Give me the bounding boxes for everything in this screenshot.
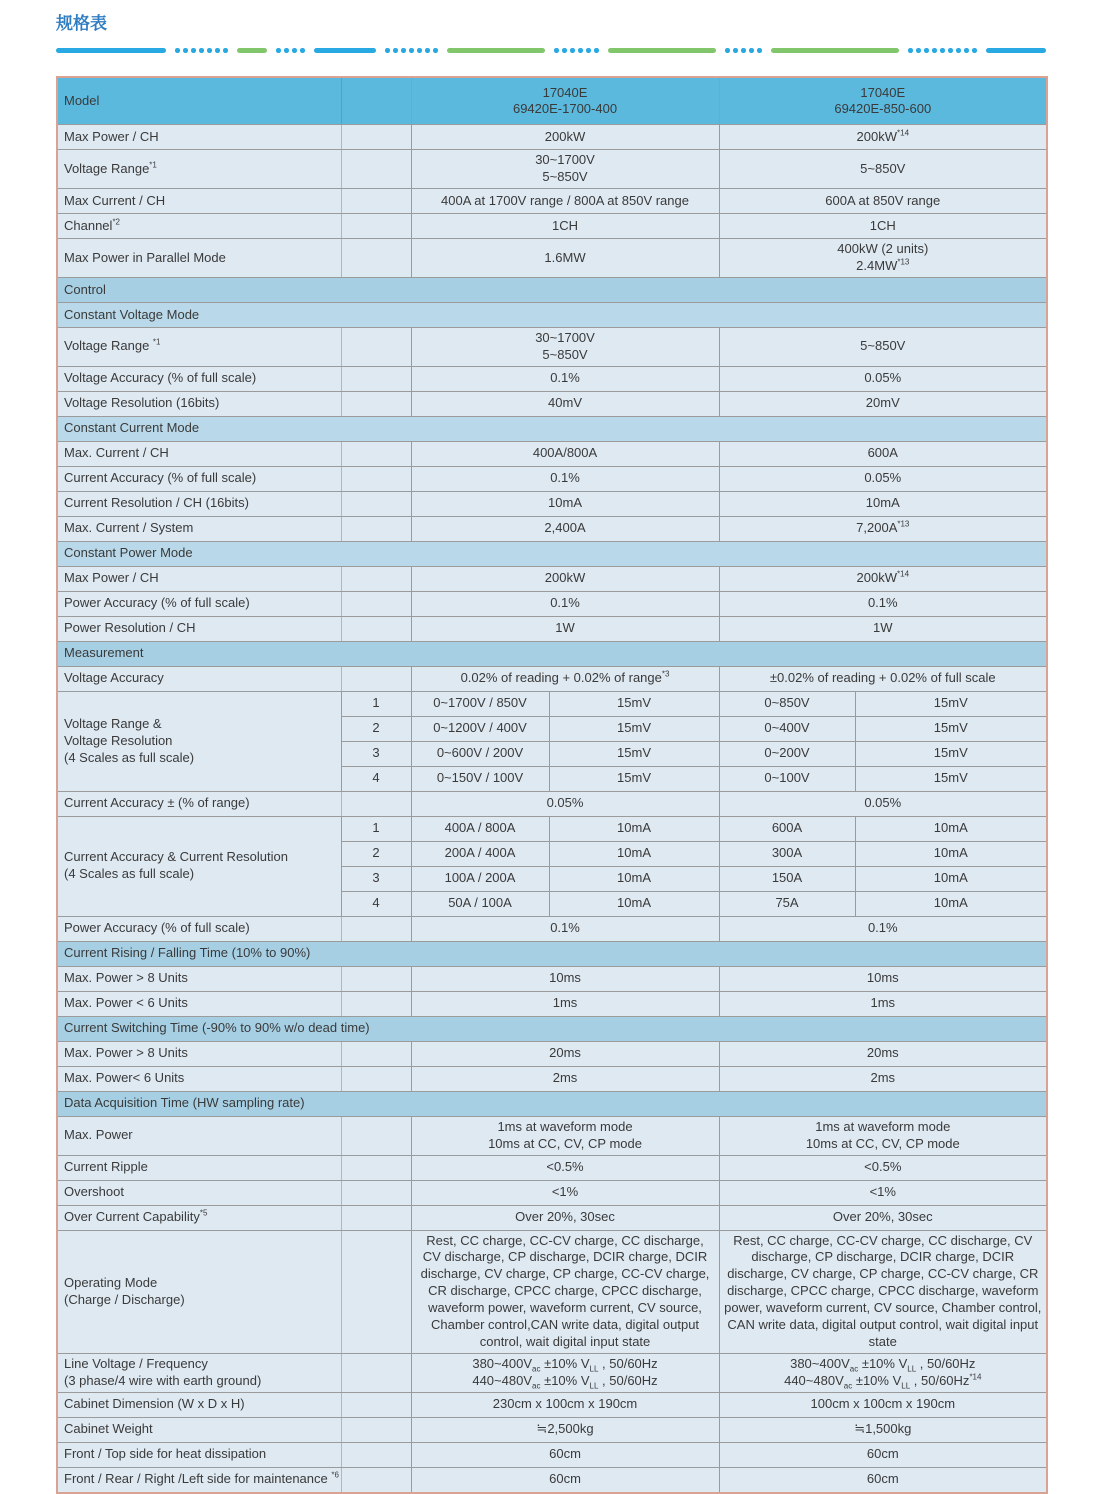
spec-row — [57, 1155, 1047, 1180]
scale-resolution-cell-col2: 10mA — [855, 816, 1047, 841]
scale-resolution-cell-col1: 15mV — [549, 766, 719, 791]
scale-resolution-cell-col2: 10mA — [855, 866, 1047, 891]
divider-dots — [276, 48, 305, 53]
scale-range-cell-col1: 50A / 100A — [411, 891, 549, 916]
scale-index-cell: 4 — [341, 766, 411, 791]
divider-dot — [594, 48, 599, 53]
spec-row — [57, 125, 1047, 150]
divider-dot — [417, 48, 422, 53]
divider-dots — [908, 48, 977, 53]
spec-row — [57, 791, 1047, 816]
spec-value-cell-col2: 0.1% — [719, 591, 1047, 616]
spec-label-cell: Cabinet Weight — [57, 1417, 411, 1442]
scale-range-cell-col2: 150A — [719, 866, 855, 891]
subsection-header-cell: Constant Current Mode — [57, 416, 1047, 441]
spec-label-cell: Voltage Range $^{*1}$ — [57, 327, 411, 366]
spec-row — [57, 391, 1047, 416]
divider-dot — [948, 48, 953, 53]
spec-value-cell-col1: 30~1700V 5~850V — [411, 150, 719, 189]
spec-value-cell-col2: 60cm — [719, 1442, 1047, 1467]
page-title: 规格表 — [56, 14, 107, 33]
divider-dots — [385, 48, 438, 53]
spec-value-cell-col1: 60cm — [411, 1442, 719, 1467]
spec-row — [57, 666, 1047, 691]
divider-dot — [932, 48, 937, 53]
spec-row — [57, 591, 1047, 616]
divider-dot — [964, 48, 969, 53]
spec-row — [57, 1116, 1047, 1155]
spec-value-cell-col1: 1.6MW — [411, 239, 719, 278]
divider-dot — [175, 48, 180, 53]
spec-value-cell-col1: 2ms — [411, 1066, 719, 1091]
spec-value-cell-col1: 30~1700V 5~850V — [411, 327, 719, 366]
scale-resolution-cell-col1: 15mV — [549, 691, 719, 716]
spec-value-cell-col2: 600A — [719, 441, 1047, 466]
divider-bar — [608, 48, 716, 53]
scale-range-cell-col1: 0~600V / 200V — [411, 741, 549, 766]
section-header-cell: Measurement — [57, 641, 1047, 666]
scale-range-cell-col2: 300A — [719, 841, 855, 866]
divider-dot — [908, 48, 913, 53]
spec-row — [57, 466, 1047, 491]
divider-bar — [56, 48, 166, 53]
spec-row — [57, 1467, 1047, 1493]
divider-dot — [586, 48, 591, 53]
spec-label-cell: Power Resolution / CH — [57, 616, 411, 641]
divider-dot — [433, 48, 438, 53]
scale-resolution-cell-col1: 15mV — [549, 716, 719, 741]
divider-dot — [725, 48, 730, 53]
scale-index-cell: 1 — [341, 816, 411, 841]
spec-value-cell-col2: 1ms at waveform mode 10ms at CC, CV, CP mode — [719, 1116, 1047, 1155]
scale-index-cell: 2 — [341, 716, 411, 741]
model-label-cell: Model — [57, 77, 411, 125]
spec-value-cell-col1: 0.02% of reading + 0.02% of range$^{*3}$ — [411, 666, 719, 691]
spec-label-cell: Over Current Capability$^{*5}$ — [57, 1205, 411, 1230]
scale-range-cell-col1: 400A / 800A — [411, 816, 549, 841]
spec-value-cell-col2: 5~850V — [719, 150, 1047, 189]
spec-row — [57, 966, 1047, 991]
section-header-row — [57, 941, 1047, 966]
scale-resolution-cell-col2: 15mV — [855, 716, 1047, 741]
section-header-row — [57, 1091, 1047, 1116]
divider-dot — [741, 48, 746, 53]
spec-row — [57, 189, 1047, 214]
divider-dot — [554, 48, 559, 53]
spec-value-cell-col1: 10mA — [411, 491, 719, 516]
scale-row — [57, 816, 1047, 841]
spec-label-cell: Voltage Accuracy (% of full scale) — [57, 366, 411, 391]
spec-label-cell: Current Accuracy (% of full scale) — [57, 466, 411, 491]
divider-dot — [409, 48, 414, 53]
spec-row — [57, 441, 1047, 466]
spec-row — [57, 366, 1047, 391]
scale-range-cell-col1: 200A / 400A — [411, 841, 549, 866]
spec-label-cell: Current Resolution / CH (16bits) — [57, 491, 411, 516]
divider-bar — [237, 48, 267, 53]
section-header-cell: Data Acquisition Time (HW sampling rate) — [57, 1091, 1047, 1116]
spec-value-cell-col1: 400A/800A — [411, 441, 719, 466]
section-header-row — [57, 277, 1047, 302]
spec-value-cell-col2: 10ms — [719, 966, 1047, 991]
divider-dot — [916, 48, 921, 53]
divider-dot — [924, 48, 929, 53]
spec-value-cell-col1: 60cm — [411, 1467, 719, 1493]
scale-row — [57, 691, 1047, 716]
spec-page — [56, 14, 1046, 1494]
subsection-header-row — [57, 416, 1047, 441]
spec-label-cell: Current Ripple — [57, 1155, 411, 1180]
spec-value-cell-col2: <1% — [719, 1180, 1047, 1205]
model-header-row — [57, 77, 1047, 125]
divider-dot — [940, 48, 945, 53]
spec-table — [56, 76, 1048, 1493]
spec-row — [57, 516, 1047, 541]
spec-value-cell-col1: 400A at 1700V range / 800A at 850V range — [411, 189, 719, 214]
spec-value-cell-col2: 100cm x 100cm x 190cm — [719, 1392, 1047, 1417]
spec-value-cell-col1: Over 20%, 30sec — [411, 1205, 719, 1230]
spec-value-cell-col2: 2ms — [719, 1066, 1047, 1091]
spec-value-cell-col2: 600A at 850V range — [719, 189, 1047, 214]
decorative-divider — [56, 47, 1046, 53]
spec-value-cell-col2: 5~850V — [719, 327, 1047, 366]
scale-range-cell-col2: 0~850V — [719, 691, 855, 716]
spec-row — [57, 916, 1047, 941]
spec-value-cell-col1: 0.1% — [411, 591, 719, 616]
divider-dot — [223, 48, 228, 53]
spec-label-cell: Overshoot — [57, 1180, 411, 1205]
divider-dot — [972, 48, 977, 53]
scale-range-cell-col2: 75A — [719, 891, 855, 916]
spec-row — [57, 1066, 1047, 1091]
divider-dot — [393, 48, 398, 53]
spec-row — [57, 214, 1047, 239]
divider-dot — [300, 48, 305, 53]
scale-range-cell-col1: 100A / 200A — [411, 866, 549, 891]
scale-range-cell-col1: 0~1200V / 400V — [411, 716, 549, 741]
spec-table-body — [57, 77, 1047, 1492]
spec-label-cell: Max Power / CH — [57, 566, 411, 591]
divider-dot — [425, 48, 430, 53]
divider-dot — [757, 48, 762, 53]
divider-dot — [199, 48, 204, 53]
spec-value-cell-col2: 1ms — [719, 991, 1047, 1016]
spec-row — [57, 1353, 1047, 1392]
scale-range-cell-col1: 0~150V / 100V — [411, 766, 549, 791]
spec-row — [57, 1392, 1047, 1417]
spec-label-cell: Power Accuracy (% of full scale) — [57, 591, 411, 616]
spec-label-cell: Max Current / CH — [57, 189, 411, 214]
divider-dot — [578, 48, 583, 53]
divider-dot — [733, 48, 738, 53]
spec-label-cell: Current Accuracy & Current Resolution (4 Scales as full scale) — [57, 816, 341, 916]
divider-dot — [749, 48, 754, 53]
spec-value-cell-col1: ≒2,500kg — [411, 1417, 719, 1442]
divider-dot — [284, 48, 289, 53]
subsection-header-row — [57, 541, 1047, 566]
divider-dot — [215, 48, 220, 53]
spec-value-cell-col2: 0.05% — [719, 791, 1047, 816]
section-header-cell: Current Rising / Falling Time (10% to 90%) — [57, 941, 1047, 966]
spec-value-cell-col1: Rest, CC charge, CC-CV charge, CC discharge, CV discharge, CP discharge, DCIR charge, DCIR discharge, CV charge, CP charge, CC-CV charge, CR discharge, CPCC charge, CPCC discharge, waveform power, waveform current, CV source, Chamber control,CAN write data, digital output control, wait digital input state — [411, 1230, 719, 1353]
spec-value-cell-col1: 0.1% — [411, 916, 719, 941]
spec-value-cell-col2: $200kW^{*14}$ — [719, 125, 1047, 150]
spec-row — [57, 1417, 1047, 1442]
spec-label-cell: Max. Power< 6 Units — [57, 1066, 411, 1091]
spec-row — [57, 1205, 1047, 1230]
spec-value-cell-col2: $7,200A^{*13}$ — [719, 516, 1047, 541]
spec-row — [57, 1230, 1047, 1353]
spec-label-cell: Operating Mode (Charge / Discharge) — [57, 1230, 411, 1353]
scale-index-cell: 4 — [341, 891, 411, 916]
divider-bar — [986, 48, 1046, 53]
scale-resolution-cell-col1: 15mV — [549, 741, 719, 766]
spec-value-cell-col1: 20ms — [411, 1041, 719, 1066]
section-header-row — [57, 1016, 1047, 1041]
spec-value-cell-col2: ≒1,500kg — [719, 1417, 1047, 1442]
divider-dot — [207, 48, 212, 53]
spec-value-cell-col2: Over 20%, 30sec — [719, 1205, 1047, 1230]
spec-row — [57, 1041, 1047, 1066]
scale-resolution-cell-col2: 15mV — [855, 766, 1047, 791]
divider-dot — [570, 48, 575, 53]
spec-value-cell-col1: 230cm x 100cm x 190cm — [411, 1392, 719, 1417]
spec-value-cell-col2: $380\sim 400V_{ac} \pm 10\%$ $V_{LL}$ , 50/60Hz $440\sim 480V_{ac} \pm 10\%$ $V_{LL}$ , 50/60Hz$^{*14}$ — [719, 1353, 1047, 1392]
divider-dots — [554, 48, 599, 53]
scale-range-cell-col1: 0~1700V / 850V — [411, 691, 549, 716]
spec-label-cell: Max Power in Parallel Mode — [57, 239, 411, 278]
spec-value-cell-col1: 0.1% — [411, 466, 719, 491]
spec-label-cell: Front / Rear / Right /Left side for maintenance $^{*6}$ — [57, 1467, 411, 1493]
spec-label-cell: Voltage Range$^{*1}$ — [57, 150, 411, 189]
spec-value-cell-col2: 0.05% — [719, 466, 1047, 491]
spec-row — [57, 1180, 1047, 1205]
divider-dot — [183, 48, 188, 53]
spec-value-cell-col2: <0.5% — [719, 1155, 1047, 1180]
divider-dots — [725, 48, 762, 53]
divider-dot — [385, 48, 390, 53]
scale-range-cell-col2: 0~100V — [719, 766, 855, 791]
spec-value-cell-col1: 2,400A — [411, 516, 719, 541]
spec-value-cell-col1: 40mV — [411, 391, 719, 416]
scale-index-cell: 3 — [341, 866, 411, 891]
scale-resolution-cell-col2: 15mV — [855, 741, 1047, 766]
spec-label-cell: Max. Current / CH — [57, 441, 411, 466]
scale-resolution-cell-col1: 10mA — [549, 816, 719, 841]
spec-row — [57, 150, 1047, 189]
scale-resolution-cell-col2: 10mA — [855, 841, 1047, 866]
spec-label-cell: Max Power / CH — [57, 125, 411, 150]
model-col2-cell: 17040E 69420E-850-600 — [719, 77, 1047, 125]
spec-value-cell-col2: 0.1% — [719, 916, 1047, 941]
spec-value-cell-col1: $380\sim 400V_{ac} \pm 10\%$ $V_{LL}$ , 50/60Hz $440\sim 480V_{ac} \pm 10\%$ $V_{LL}$ , 50/60Hz — [411, 1353, 719, 1392]
spec-label-cell: Line Voltage / Frequency (3 phase/4 wire with earth ground) — [57, 1353, 411, 1392]
spec-value-cell-col1: 1ms at waveform mode 10ms at CC, CV, CP mode — [411, 1116, 719, 1155]
spec-value-cell-col2: 400kW (2 units) 2.4MW$^{*13}$ — [719, 239, 1047, 278]
spec-label-cell: Front / Top side for heat dissipation — [57, 1442, 411, 1467]
spec-label-cell: Power Accuracy (% of full scale) — [57, 916, 411, 941]
spec-value-cell-col1: <0.5% — [411, 1155, 719, 1180]
spec-value-cell-col1: <1% — [411, 1180, 719, 1205]
spec-value-cell-col1: 200kW — [411, 125, 719, 150]
spec-label-cell: Channel$^{*2}$ — [57, 214, 411, 239]
spec-value-cell-col1: 1ms — [411, 991, 719, 1016]
spec-value-cell-col2: $200kW^{*14}$ — [719, 566, 1047, 591]
subsection-header-cell: Constant Power Mode — [57, 541, 1047, 566]
spec-label-cell: Max. Power < 6 Units — [57, 991, 411, 1016]
spec-label-cell: Max. Power > 8 Units — [57, 1041, 411, 1066]
spec-value-cell-col1: 0.1% — [411, 366, 719, 391]
spec-value-cell-col2: 10mA — [719, 491, 1047, 516]
scale-resolution-cell-col1: 10mA — [549, 841, 719, 866]
divider-bar — [447, 48, 545, 53]
spec-value-cell-col2: 0.05% — [719, 366, 1047, 391]
divider-bar — [314, 48, 376, 53]
scale-resolution-cell-col1: 10mA — [549, 866, 719, 891]
spec-value-cell-col1: 1CH — [411, 214, 719, 239]
spec-value-cell-col1: 200kW — [411, 566, 719, 591]
scale-index-cell: 1 — [341, 691, 411, 716]
spec-label-cell: Voltage Resolution (16bits) — [57, 391, 411, 416]
scale-resolution-cell-col2: 15mV — [855, 691, 1047, 716]
divider-dot — [191, 48, 196, 53]
spec-row — [57, 327, 1047, 366]
subsection-header-row — [57, 302, 1047, 327]
scale-resolution-cell-col2: 10mA — [855, 891, 1047, 916]
spec-row — [57, 239, 1047, 278]
spec-row — [57, 991, 1047, 1016]
spec-row — [57, 616, 1047, 641]
spec-label-cell: Voltage Accuracy — [57, 666, 411, 691]
model-col1-cell: 17040E 69420E-1700-400 — [411, 77, 719, 125]
subsection-header-cell: Constant Voltage Mode — [57, 302, 1047, 327]
divider-dots — [175, 48, 228, 53]
spec-row — [57, 491, 1047, 516]
divider-dot — [276, 48, 281, 53]
spec-label-cell: Voltage Range & Voltage Resolution (4 Scales as full scale) — [57, 691, 341, 791]
divider-dot — [401, 48, 406, 53]
scale-range-cell-col2: 600A — [719, 816, 855, 841]
spec-label-cell: Current Accuracy ± (% of range) — [57, 791, 411, 816]
spec-value-cell-col1: 1W — [411, 616, 719, 641]
spec-value-cell-col2: 1CH — [719, 214, 1047, 239]
divider-dot — [956, 48, 961, 53]
spec-value-cell-col2: 20ms — [719, 1041, 1047, 1066]
spec-value-cell-col2: 1W — [719, 616, 1047, 641]
divider-dot — [292, 48, 297, 53]
section-header-cell: Control — [57, 277, 1047, 302]
scale-index-cell: 3 — [341, 741, 411, 766]
divider-bar — [771, 48, 899, 53]
spec-value-cell-col2: 20mV — [719, 391, 1047, 416]
spec-label-cell: Max. Power — [57, 1116, 411, 1155]
section-header-cell: Current Switching Time (-90% to 90% w/o dead time) — [57, 1016, 1047, 1041]
spec-label-cell: Max. Power > 8 Units — [57, 966, 411, 991]
scale-resolution-cell-col1: 10mA — [549, 891, 719, 916]
spec-value-cell-col2: ±0.02% of reading + 0.02% of full scale — [719, 666, 1047, 691]
scale-index-cell: 2 — [341, 841, 411, 866]
section-header-row — [57, 641, 1047, 666]
divider-dot — [562, 48, 567, 53]
spec-row — [57, 1442, 1047, 1467]
spec-row — [57, 566, 1047, 591]
spec-label-cell: Max. Current / System — [57, 516, 411, 541]
spec-value-cell-col1: 10ms — [411, 966, 719, 991]
scale-range-cell-col2: 0~400V — [719, 716, 855, 741]
spec-value-cell-col1: 0.05% — [411, 791, 719, 816]
spec-value-cell-col2: 60cm — [719, 1467, 1047, 1493]
spec-label-cell: Cabinet Dimension (W x D x H) — [57, 1392, 411, 1417]
scale-range-cell-col2: 0~200V — [719, 741, 855, 766]
spec-value-cell-col2: Rest, CC charge, CC-CV charge, CC discharge, CV discharge, CP discharge, DCIR charge, DCIR discharge, CV charge, CP charge, CC-CV charge, CR discharge, CPCC charge, CPCC discharge, waveform power, waveform current, CV source, Chamber control, CAN write data, digital output control, wait digital input state — [719, 1230, 1047, 1353]
